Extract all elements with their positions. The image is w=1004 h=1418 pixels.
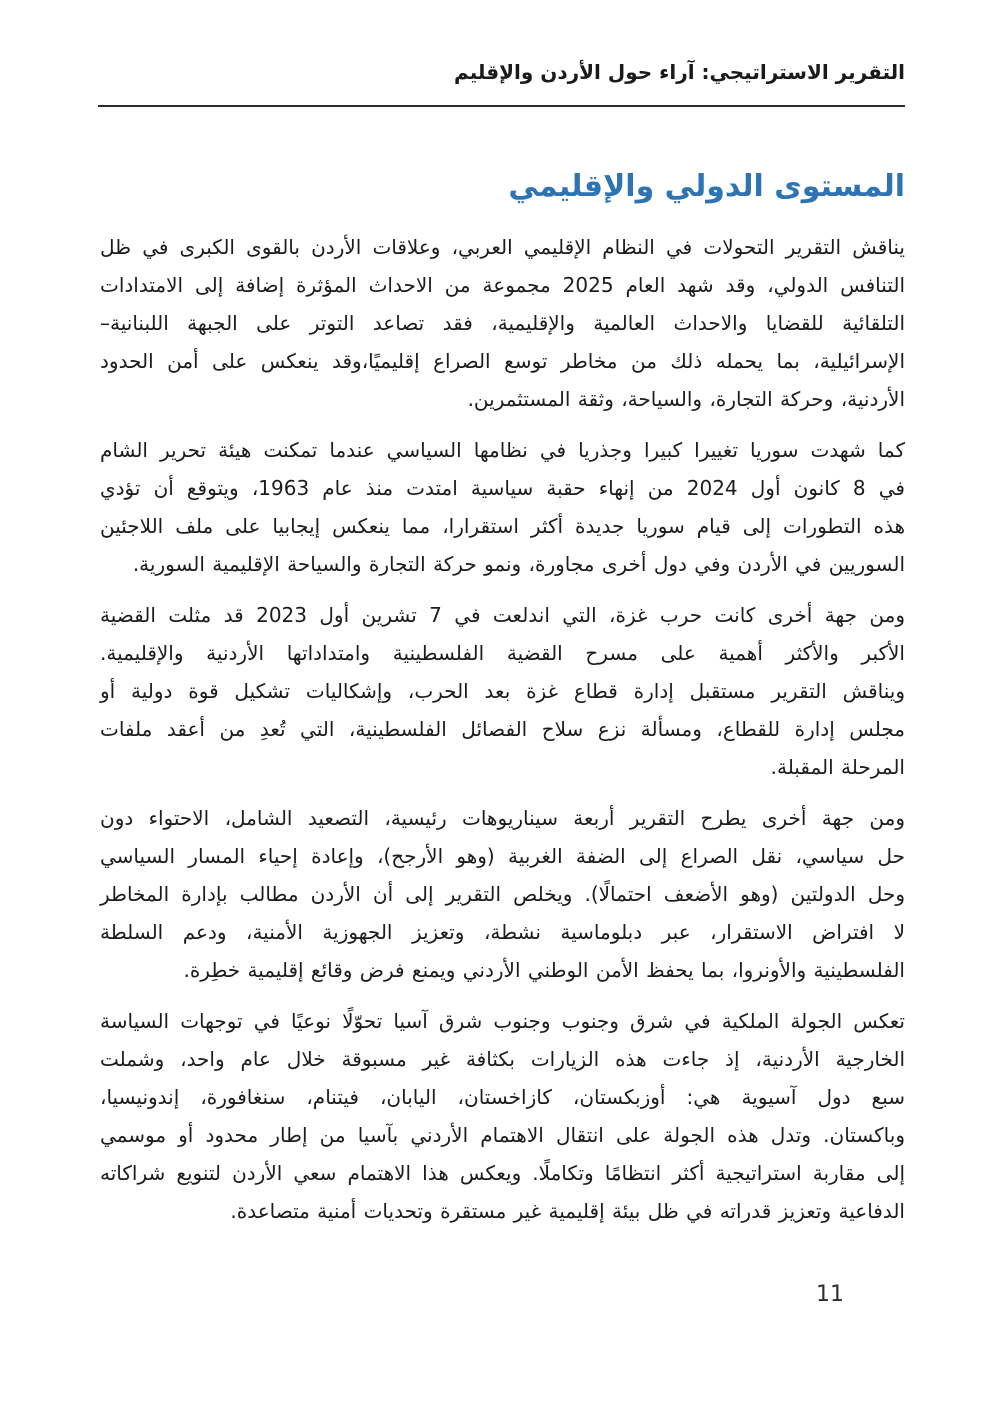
section-heading: المستوى الدولي والإقليمي — [508, 169, 905, 204]
page-header — [98, 60, 905, 107]
text-line: الدفاعية وتعزيز قدراته في ظل بيئة إقليمية غير مستقرة وتحديات أمنية متصاعدة. — [230, 1199, 905, 1223]
text-line: لا افتراض الاستقرار، عبر دبلوماسية نشطة، وتعزيز الجهوزية الأمنية، ودعم السلطة — [100, 920, 905, 944]
page-number: 11 — [816, 1282, 844, 1307]
text-line: إلى مقاربة استراتيجية أكثر انتظامًا وتكاملًا. ويعكس هذا الاهتمام سعي الأردن لتنويع شراكاته — [100, 1161, 905, 1185]
header-rule — [98, 105, 905, 107]
text-line: يناقش التقرير التحولات في النظام الإقليمي العربي، وعلاقات الأردن بالقوى الكبرى في ظل — [100, 235, 905, 259]
text-line: ومن جهة أخرى كانت حرب غزة، التي اندلعت في 7 تشرين أول 2023 قد مثلت القضية — [100, 603, 905, 627]
text-line: ويناقش التقرير مستقبل إدارة قطاع غزة بعد الحرب، وإشكاليات تشكيل قوة دولية أو — [100, 679, 905, 703]
text-line: الفلسطينية والأونروا، بما يحفظ الأمن الوطني الأردني ويمنع فرض وقائع إقليمية خطِرة. — [183, 958, 905, 982]
paragraph — [100, 431, 905, 583]
text-line: ومن جهة أخرى يطرح التقرير أربعة سيناريوهات رئيسية، التصعيد الشامل، الاحتواء دون — [100, 806, 905, 830]
running-header-title: التقرير الاستراتيجي: آراء حول الأردن والإقليم — [454, 60, 905, 84]
text-line: الإسرائيلية، بما يحمله ذلك من مخاطر توسع الصراع إقليميًا،وقد ينعكس على أمن الحدود — [100, 349, 905, 373]
text-line: وحل الدولتين (وهو الأضعف احتمالًا). ويخلص التقرير إلى أن الأردن مطالب بإدارة المخاطر — [100, 882, 905, 906]
text-line: مجلس إدارة للقطاع، ومسألة نزع سلاح الفصائل الفلسطينية، التي تُعدِ من أعقد ملفات — [100, 717, 905, 741]
text-line: في 8 كانون أول 2024 من إنهاء حقبة سياسية امتدت منذ عام 1963، ويتوقع أن تؤدي — [100, 476, 905, 500]
paragraph — [100, 799, 905, 989]
text-line: التلقائية للقضايا والاحداث العالمية والإقليمية، فقد تصاعد التوتر على الجبهة اللبنانية– — [100, 311, 905, 335]
text-line: حل سياسي، نقل الصراع إلى الضفة الغربية (وهو الأرجح)، وإعادة إحياء المسار السياسي — [100, 844, 905, 868]
page-content — [100, 166, 905, 1243]
text-line: الأردنية، وحركة التجارة، والسياحة، وثقة المستثمرين. — [467, 387, 905, 411]
text-line: سبع دول آسيوية هي: أوزبكستان، كازاخستان، اليابان، فيتنام، سنغافورة، إندونيسيا، — [100, 1085, 905, 1109]
text-line: وباكستان. وتدل هذه الجولة على انتقال الاهتمام الأردني بآسيا من إطار محدود أو موسمي — [100, 1123, 905, 1147]
body-paragraphs — [100, 228, 905, 1230]
paragraph — [100, 596, 905, 786]
paragraph — [100, 1002, 905, 1230]
text-line: التنافس الدولي، وقد شهد العام 2025 مجموعة من الاحداث المؤثرة إضافة إلى الامتدادات — [100, 273, 906, 297]
paragraph — [100, 228, 905, 418]
text-line: الأكبر والأكثر أهمية على مسرح القضية الفلسطينية وامتداداتها الأردنية والإقليمية. — [100, 641, 905, 665]
text-line: هذه التطورات إلى قيام سوريا جديدة أكثر استقرارا، مما ينعكس إيجابيا على ملف اللاجئين — [100, 514, 905, 538]
text-line: كما شهدت سوريا تغييرا كبيرا وجذريا في نظامها السياسي عندما تمكنت هيئة تحرير الشام — [100, 438, 905, 462]
text-line: تعكس الجولة الملكية في شرق وجنوب وجنوب شرق آسيا تحوّلًا نوعيًا في توجهات السياسة — [100, 1009, 905, 1033]
text-line: الخارجية الأردنية، إذ جاءت هذه الزيارات بكثافة غير مسبوقة خلال عام واحد، وشملت — [100, 1047, 905, 1071]
text-line: السوريين في الأردن وفي دول أخرى مجاورة، ونمو حركة التجارة والسياحة الإقليمية السورية. — [132, 552, 905, 576]
text-line: المرحلة المقبلة. — [770, 755, 905, 779]
